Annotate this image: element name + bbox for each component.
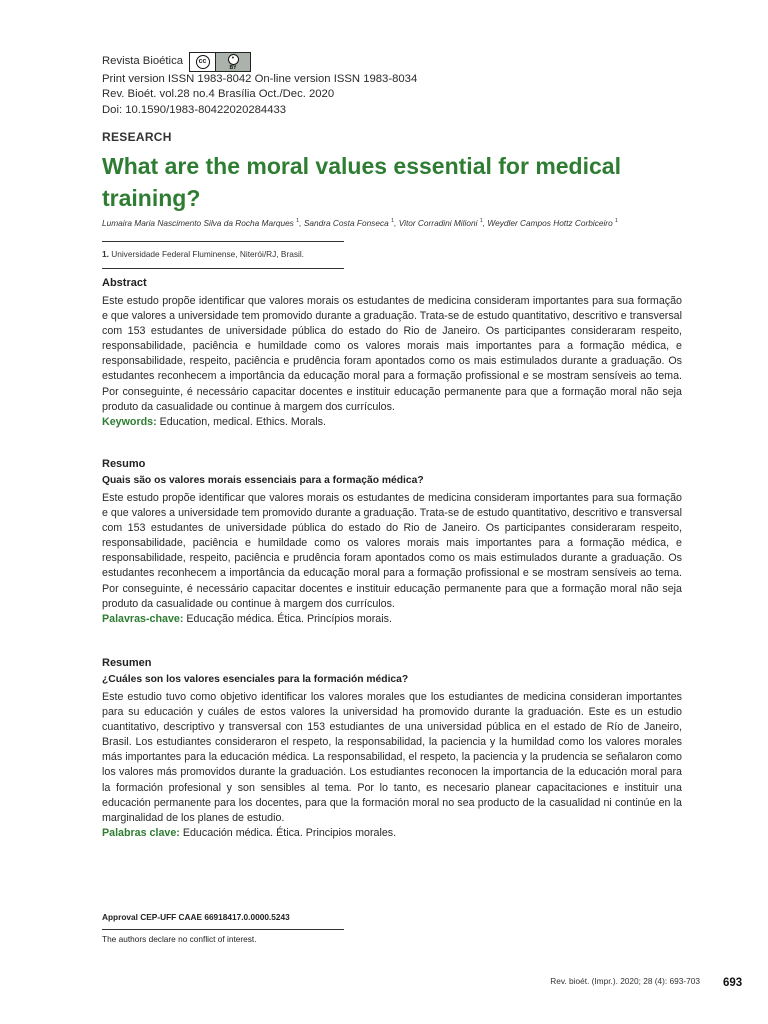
author-name: Sandra Costa Fonseca: [303, 218, 389, 228]
keywords-label: Palabras clave:: [102, 826, 180, 839]
footer-reference: Rev. bioét. (Impr.). 2020; 28 (4): 693-703: [550, 976, 700, 986]
article-title: What are the moral values essential for medical training?: [102, 153, 621, 211]
resumen-section: [102, 656, 682, 841]
resumen-heading: Resumen: [102, 657, 152, 669]
author-name: Weydler Campos Hottz Corbiceiro: [487, 218, 613, 228]
abstract-section: [102, 276, 682, 430]
author-affiliation-mark: 1: [479, 218, 483, 225]
author-affiliation-mark: 1: [615, 218, 619, 225]
journal-line: [102, 52, 417, 72]
cc-by-icon[interactable]: [189, 52, 251, 72]
divider: [102, 268, 344, 269]
abstract-body: Este estudo propõe identificar que valores morais os estudantes de medicina consideram importantes para sua formação e que valores a universidade tem promovido durante a graduação. Trata-se de estudo quantitativo, descritivo e transversal com 153 estudantes de universidade pública do estado do Rio de Janeiro. Os participantes consideraram respeito, responsabilidade, paciência e humildade como os valores morais mais importantes para a formação médica, e responsabilidade, respeito, paciência e prudência foram apontados como os mais estimulados durante a graduação. Os estudantes reconhecem a importância da educação moral para a formação profissional e se mostram sensíveis ao tema. Por conseguinte, é necessário capacitar docentes e instituir educação permanente para que a formação moral não seja produto da casualidade ou continue à margem dos currículos.: [102, 295, 682, 413]
section-label: RESEARCH: [102, 130, 172, 144]
author-affiliation-mark: 1: [391, 218, 395, 225]
page-number: 693: [723, 977, 743, 989]
resumo-keywords: [102, 612, 682, 627]
resumen-keywords: [102, 826, 682, 841]
person-icon: •: [228, 54, 239, 65]
abstract-heading: Abstract: [102, 277, 147, 289]
citation-line: Rev. Bioét. vol.28 no.4 Brasília Oct./Dec. 2020: [102, 88, 335, 101]
author-list: Lumaira Maria Nascimento Silva da Rocha Marques $^1$, Sandra Costa Fonseca $^1$, Vitor Corradini Milioni $^1$, Weydler Campos Hottz Corbiceiro $^1$: [102, 218, 619, 228]
resumo-section: [102, 457, 682, 627]
affiliation-number: 1.: [102, 249, 109, 259]
cc-circle-icon: cc: [196, 55, 210, 69]
conflict-statement: The authors declare no conflict of interest.: [102, 934, 257, 944]
author-affiliation-mark: 1: [296, 218, 300, 225]
keywords-label: Keywords:: [102, 415, 157, 428]
masthead: [102, 52, 417, 118]
keywords-label: Palavras-chave:: [102, 612, 184, 625]
journal-name: Revista Bioética: [102, 55, 183, 68]
keywords-text: Educação médica. Ética. Princípios morais.: [186, 612, 392, 625]
resumen-body: Este estudio tuvo como objetivo identificar los valores morales que los estudiantes de medicina consideran importantes para su educación y cuáles de estos valores la universidad ha promovido durante la graduación. Este es un estudio cuantitativo, descriptivo y transversal con 153 estudiantes de una universidad pública en el estado de Río de Janeiro, Brasil. Los estudiantes consideraron el respeto, la responsabilidad, la paciencia y la humildad como los valores morales más importantes para la educación médica. La responsabilidad, el respeto, la paciencia y la prudencia se señalaron como los valores más promovidos durante la graduación. Los estudiantes reconocen la importancia de la educación moral para la formación profesional y son sensibles al tema. Por lo tanto, es necesario planear capacitaciones e instituir una educación permanente para los docentes, para que la formación moral no sea producto de la casualidad ni continúe en la marginalidad de los planes de estudio.: [102, 691, 682, 824]
cc-logo: [190, 53, 216, 71]
affiliation-text: Universidade Federal Fluminense, Niterói/RJ, Brasil.: [111, 249, 304, 259]
by-section: [216, 54, 250, 71]
issn-line: Print version ISSN 1983-8042 On-line version ISSN 1983-8034: [102, 73, 418, 85]
resumen-subtitle: ¿Cuáles son los valores esenciales para la formación médica?: [102, 674, 409, 685]
resumo-subtitle: Quais são os valores morais essenciais para a formação médica?: [102, 475, 424, 486]
author-name: Lumaira Maria Nascimento Silva da Rocha Marques: [102, 218, 294, 228]
abstract-keywords: [102, 415, 682, 430]
divider: [102, 929, 344, 930]
author-name: Vitor Corradini Milioni: [398, 218, 478, 228]
resumo-body: Este estudo propõe identificar que valores morais os estudantes de medicina consideram importantes para sua formação e que valores a universidade tem promovido durante a graduação. Trata-se de estudo quantitativo, descritivo e transversal com 153 estudantes de universidade pública do estado do Rio de Janeiro. Os participantes consideraram respeito, responsabilidade, paciência e humildade como os valores morais mais importantes para a formação médica, e responsabilidade, respeito, paciência e prudência foram apontados como os mais estimulados durante a graduação. Os estudantes reconhecem a importância da educação moral para a formação profissional e se mostram sensíveis ao tema. Por conseguinte, é necessário capacitar docentes e instituir educação permanente para que a formação moral não seja produto da casualidade ou continue à margem dos currículos.: [102, 492, 682, 610]
divider: [102, 241, 344, 242]
keywords-text: Educación médica. Ética. Principios morales.: [182, 826, 397, 839]
keywords-text: Education, medical. Ethics. Morals.: [159, 415, 326, 428]
ethics-approval: Approval CEP-UFF CAAE 66918417.0.0000.5243: [102, 912, 290, 922]
affiliation: [102, 249, 304, 259]
resumo-heading: Resumo: [102, 458, 146, 470]
by-label: BY: [229, 64, 237, 71]
doi-line[interactable]: Doi: 10.1590/1983-80422020284433: [102, 103, 287, 116]
